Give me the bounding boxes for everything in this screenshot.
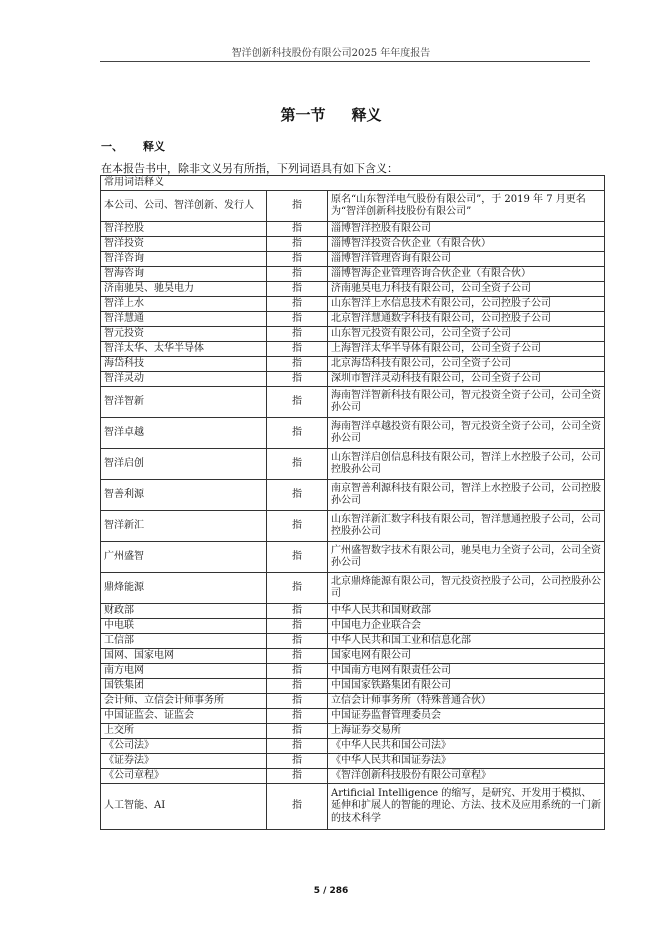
term-cell: 海岱科技: [101, 357, 267, 372]
table-caption-row: [101, 176, 605, 191]
meaning-cell: 《中华人民共和国公司法》: [328, 739, 605, 754]
table-row: [101, 418, 605, 449]
meaning-cell: 淄博智洋投资合伙企业（有限合伙）: [328, 237, 605, 252]
meaning-cell: 山东智洋新汇数字科技有限公司，智洋慧通控股子公司，公司控股孙公司: [328, 511, 605, 542]
meaning-cell: 淄博智洋控股有限公司: [328, 222, 605, 237]
ref-cell: 指: [267, 784, 328, 830]
term-cell: 《证券法》: [101, 754, 267, 769]
meaning-cell: 南京智善利源科技有限公司，智洋上水控股子公司，公司控股孙公司: [328, 480, 605, 511]
meaning-cell: 原名“山东智洋电气股份有限公司”，于 2019 年 7 月更名为“智洋创新科技股份有限公司”: [328, 191, 605, 222]
meaning-cell: 北京鼎烽能源有限公司，智元投资控股子公司，公司控股孙公司: [328, 573, 605, 604]
term-cell: 智洋智新: [101, 387, 267, 418]
table-row: [101, 679, 605, 694]
table-row: [101, 449, 605, 480]
meaning-cell: 中国国家铁路集团有限公司: [328, 679, 605, 694]
ref-cell: 指: [267, 372, 328, 387]
term-cell: 南方电网: [101, 664, 267, 679]
table-row: [101, 327, 605, 342]
table-row: [101, 769, 605, 784]
table-row: [101, 297, 605, 312]
meaning-cell: 山东智元投资有限公司，公司全资子公司: [328, 327, 605, 342]
term-cell: 《公司法》: [101, 739, 267, 754]
meaning-cell: 淄博智海企业管理咨询合伙企业（有限合伙）: [328, 267, 605, 282]
meaning-cell: 中国证券监督管理委员会: [328, 709, 605, 724]
section-title: [0, 104, 662, 125]
ref-cell: 指: [267, 342, 328, 357]
meaning-cell: Artificial Intelligence 的缩写，是研究、开发用于模拟、延伸和扩展人的智能的理论、方法、技术及应用系统的一门新的技术科学: [328, 784, 605, 830]
table-row: [101, 604, 605, 619]
term-cell: 国网、国家电网: [101, 649, 267, 664]
ref-cell: 指: [267, 387, 328, 418]
meaning-cell: 山东智洋上水信息技术有限公司，公司控股子公司: [328, 297, 605, 312]
meaning-cell: 深圳市智洋灵动科技有限公司，公司全资子公司: [328, 372, 605, 387]
ref-cell: 指: [267, 619, 328, 634]
term-cell: 智海咨询: [101, 267, 267, 282]
term-cell: 智洋启创: [101, 449, 267, 480]
ref-cell: 指: [267, 222, 328, 237]
table-row: [101, 511, 605, 542]
table-row: [101, 649, 605, 664]
section-name: 释义: [351, 106, 382, 124]
term-cell: 智洋投资: [101, 237, 267, 252]
subheading-number: 一、: [101, 140, 123, 153]
table-row: [101, 634, 605, 649]
term-cell: 中国证监会、证监会: [101, 709, 267, 724]
meaning-cell: 《智洋创新科技股份有限公司章程》: [328, 769, 605, 784]
meaning-cell: 上海智洋太华半导体有限公司，公司全资子公司: [328, 342, 605, 357]
term-cell: 智洋太华、太华半导体: [101, 342, 267, 357]
ref-cell: 指: [267, 312, 328, 327]
meaning-cell: 山东智洋启创信息科技有限公司，智洋上水控股子公司，公司控股孙公司: [328, 449, 605, 480]
table-row: [101, 664, 605, 679]
table-row: [101, 191, 605, 222]
term-cell: 济南驰昊、驰昊电力: [101, 282, 267, 297]
term-cell: 智洋控股: [101, 222, 267, 237]
meaning-cell: 淄博智洋管理咨询有限公司: [328, 252, 605, 267]
meaning-cell: 北京智洋慧通数字科技有限公司，公司控股子公司: [328, 312, 605, 327]
term-cell: 智洋卓越: [101, 418, 267, 449]
ref-cell: 指: [267, 449, 328, 480]
meaning-cell: 国家电网有限公司: [328, 649, 605, 664]
table-row: [101, 267, 605, 282]
table-row: [101, 784, 605, 830]
ref-cell: 指: [267, 634, 328, 649]
intro-text: 在本报告书中，除非文义另有所指，下列词语具有如下含义：: [101, 162, 398, 175]
table-row: [101, 237, 605, 252]
table-row: [101, 709, 605, 724]
table-row: [101, 312, 605, 327]
subheading-title: 释义: [143, 140, 165, 153]
meaning-cell: 海南智洋卓越投资有限公司，智元投资全资子公司，公司全资孙公司: [328, 418, 605, 449]
meaning-cell: 立信会计师事务所（特殊普通合伙）: [328, 694, 605, 709]
ref-cell: 指: [267, 542, 328, 573]
section-chapter: 第一节: [280, 106, 326, 124]
table-row: [101, 282, 605, 297]
table-row: [101, 372, 605, 387]
table-row: [101, 252, 605, 267]
ref-cell: 指: [267, 480, 328, 511]
definitions-table: [100, 175, 605, 830]
term-cell: 智善利源: [101, 480, 267, 511]
term-cell: 智洋慧通: [101, 312, 267, 327]
ref-cell: 指: [267, 679, 328, 694]
ref-cell: 指: [267, 237, 328, 252]
meaning-cell: 济南驰昊电力科技有限公司，公司全资子公司: [328, 282, 605, 297]
ref-cell: 指: [267, 418, 328, 449]
ref-cell: 指: [267, 694, 328, 709]
ref-cell: 指: [267, 739, 328, 754]
page-header: 智洋创新科技股份有限公司2025 年年度报告: [231, 48, 431, 59]
table-caption: 常用词语释义: [101, 176, 605, 191]
term-cell: 智元投资: [101, 327, 267, 342]
term-cell: 广州盛智: [101, 542, 267, 573]
ref-cell: 指: [267, 191, 328, 222]
table-row: [101, 480, 605, 511]
meaning-cell: 海南智洋智新科技有限公司，智元投资全资子公司，公司全资孙公司: [328, 387, 605, 418]
term-cell: 智洋咨询: [101, 252, 267, 267]
ref-cell: 指: [267, 327, 328, 342]
term-cell: 上交所: [101, 724, 267, 739]
meaning-cell: 中国电力企业联合会: [328, 619, 605, 634]
subheading: [101, 138, 165, 154]
ref-cell: 指: [267, 724, 328, 739]
term-cell: 《公司章程》: [101, 769, 267, 784]
ref-cell: 指: [267, 649, 328, 664]
ref-cell: 指: [267, 573, 328, 604]
table-row: [101, 619, 605, 634]
term-cell: 智洋新汇: [101, 511, 267, 542]
term-cell: 智洋上水: [101, 297, 267, 312]
table-row: [101, 739, 605, 754]
ref-cell: 指: [267, 267, 328, 282]
meaning-cell: 上海证券交易所: [328, 724, 605, 739]
ref-cell: 指: [267, 282, 328, 297]
term-cell: 智洋灵动: [101, 372, 267, 387]
table-row: [101, 387, 605, 418]
meaning-cell: 中华人民共和国工业和信息化部: [328, 634, 605, 649]
term-cell: 本公司、公司、智洋创新、发行人: [101, 191, 267, 222]
table-row: [101, 222, 605, 237]
ref-cell: 指: [267, 297, 328, 312]
term-cell: 鼎烽能源: [101, 573, 267, 604]
term-cell: 会计师、立信会计师事务所: [101, 694, 267, 709]
ref-cell: 指: [267, 664, 328, 679]
ref-cell: 指: [267, 604, 328, 619]
page-number: 5 / 286: [313, 886, 349, 896]
term-cell: 财政部: [101, 604, 267, 619]
meaning-cell: 广州盛智数字技术有限公司，驰昊电力全资子公司，公司全资孙公司: [328, 542, 605, 573]
ref-cell: 指: [267, 511, 328, 542]
meaning-cell: 北京海岱科技有限公司，公司全资子公司: [328, 357, 605, 372]
term-cell: 中电联: [101, 619, 267, 634]
term-cell: 人工智能、AI: [101, 784, 267, 830]
term-cell: 工信部: [101, 634, 267, 649]
term-cell: 国铁集团: [101, 679, 267, 694]
table-row: [101, 542, 605, 573]
table-row: [101, 573, 605, 604]
table-row: [101, 754, 605, 769]
ref-cell: 指: [267, 252, 328, 267]
table-row: [101, 694, 605, 709]
table-row: [101, 724, 605, 739]
meaning-cell: 中华人民共和国财政部: [328, 604, 605, 619]
ref-cell: 指: [267, 769, 328, 784]
ref-cell: 指: [267, 357, 328, 372]
meaning-cell: 《中华人民共和国证券法》: [328, 754, 605, 769]
meaning-cell: 中国南方电网有限责任公司: [328, 664, 605, 679]
table-row: [101, 342, 605, 357]
table-row: [101, 357, 605, 372]
ref-cell: 指: [267, 754, 328, 769]
header-rule: [100, 61, 590, 62]
ref-cell: 指: [267, 709, 328, 724]
